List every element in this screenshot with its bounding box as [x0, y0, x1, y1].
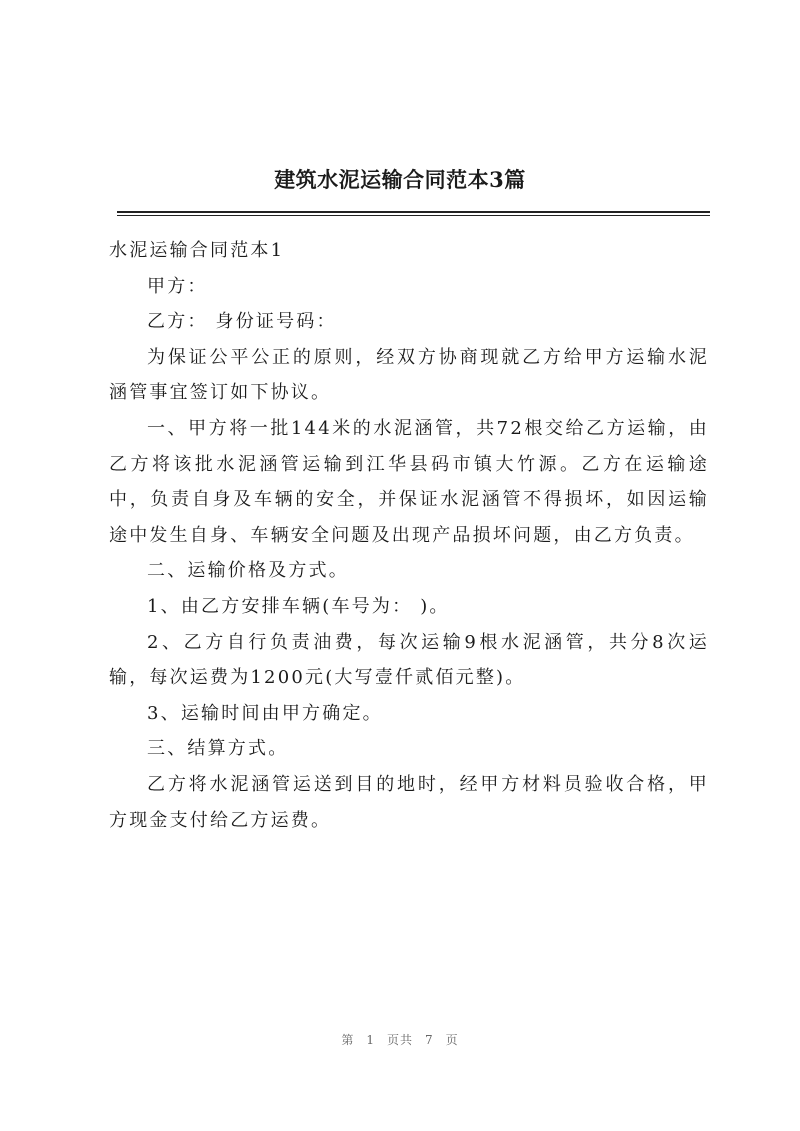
- clause-two-heading: 二、运输价格及方式。: [147, 560, 349, 582]
- section-heading: 水泥运输合同范本1: [109, 240, 285, 261]
- footer-middle: 页共: [386, 1033, 413, 1047]
- footer-total-pages: 7: [425, 1033, 434, 1047]
- page-footer: [0, 1031, 800, 1048]
- clause-three-heading: 三、结算方式。: [147, 738, 289, 760]
- clause-two-item-3: 3、运输时间由甲方确定。: [147, 702, 383, 724]
- preamble-paragraph: 为保证公平公正的原则，经双方协商现就乙方给甲方运输水泥涵管事宜签订如下协议。: [109, 346, 709, 404]
- document-body: [109, 233, 709, 838]
- footer-suffix: 页: [445, 1033, 459, 1047]
- party-a-line: 甲方：: [147, 275, 208, 297]
- clause-one-paragraph: 一、甲方将一批144米的水泥涵管，共72根交给乙方运输，由乙方将该批水泥涵管运输到江华县码市镇大竹源。乙方在运输途中，负责自身及车辆的安全，并保证水泥涵管不得损坏，如因运输途中发生自身、车辆安全问题及出现产品损坏问题，由乙方负责。: [109, 417, 709, 546]
- clause-two-item-1: 1、由乙方安排车辆(车号为： )。: [147, 595, 450, 617]
- clause-two-item-2: 2、乙方自行负责油费，每次运输9根水泥涵管，共分8次运输，每次运费为1200元(大写壹仟贰佰元整)。: [109, 631, 709, 689]
- footer-prefix: 第: [341, 1033, 355, 1047]
- party-b-line: 乙方： 身份证号码：: [147, 311, 337, 333]
- document-title: 建筑水泥运输合同范本3篇: [274, 167, 526, 192]
- title-rule-thin: [117, 215, 710, 216]
- footer-page-number: 1: [366, 1033, 375, 1047]
- title-rule-thick: [117, 211, 710, 213]
- clause-three-paragraph: 乙方将水泥涵管运送到目的地时，经甲方材料员验收合格，甲方现金支付给乙方运费。: [109, 773, 709, 831]
